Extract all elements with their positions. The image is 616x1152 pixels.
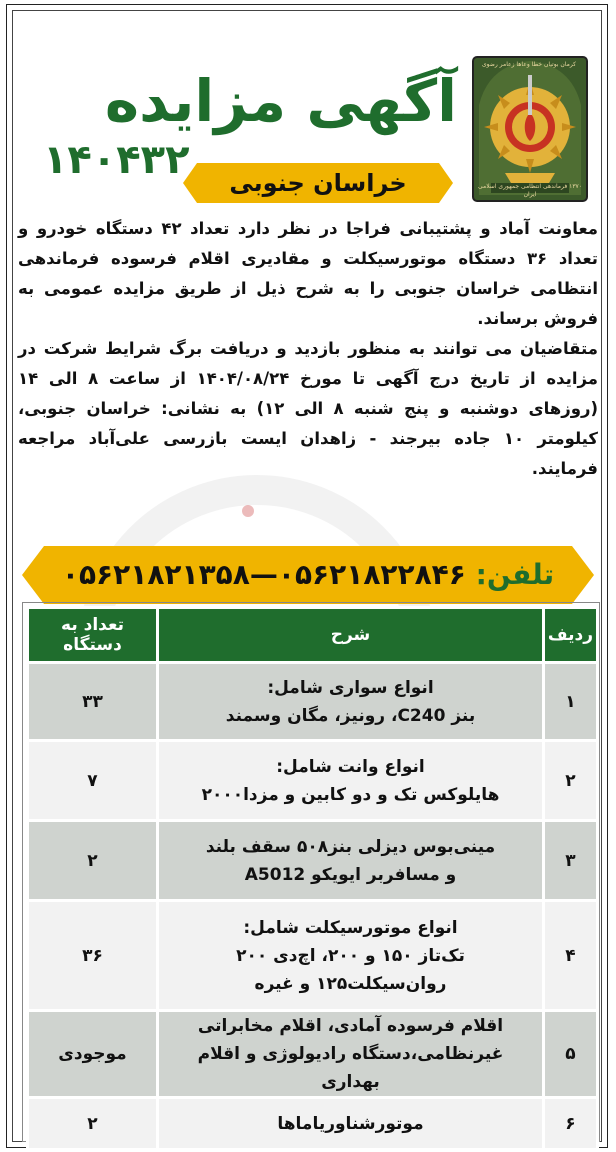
phone-numbers: ۰۵۶۲۱۸۲۲۸۴۶—۰۵۶۲۱۸۲۱۳۵۸	[61, 558, 466, 591]
region-label: خراسان جنوبی	[229, 169, 407, 197]
ad-number: ۱۴۰۴۳۲	[43, 137, 190, 183]
row-count: ۲	[28, 1098, 158, 1150]
row-number: ۶	[544, 1098, 598, 1150]
row-number: ۳	[544, 821, 598, 901]
body-paragraph-1: معاونت آماد و پشتیبانی فراجا در نظر دارد تعداد ۴۲ دستگاه خودرو و تعداد ۳۶ دستگاه موتورسیکلت و مقادیری اقلام فرسوده فرماندهی انتظامی خراسان جنوبی را به شرح ذیل از طریق مزایده عمومی به فروش برساند.	[18, 219, 598, 328]
table-row	[28, 821, 598, 901]
description-line: انواع سواری شامل:	[267, 677, 434, 698]
header-row-number: ردیف	[544, 608, 598, 663]
ad-title: آگهی مزایده	[104, 67, 457, 135]
row-description	[158, 901, 544, 1011]
header-count: تعداد به دستگاه	[28, 608, 158, 663]
table-row	[28, 741, 598, 821]
row-number: ۱	[544, 663, 598, 741]
table-row	[28, 1011, 598, 1098]
row-description	[158, 1011, 544, 1098]
ad-body	[18, 214, 598, 484]
description-line: هایلوکس تک و دو کابین و مزدا۲۰۰۰	[201, 784, 500, 805]
description-line: اقلام فرسوده آمادی، اقلام مخابراتی	[197, 1016, 504, 1036]
watermark-dot	[242, 505, 254, 517]
emblem-caption-bottom: ۱۳۷۰ فرماندهی انتظامی جمهوری اسلامی ایران	[478, 183, 582, 198]
row-description	[158, 741, 544, 821]
phone-line	[40, 546, 576, 604]
row-count: ۲	[28, 821, 158, 901]
description-line: موتورشناوریاماها	[277, 1113, 424, 1134]
description-line: غیرنظامی،دستگاه رادیولوژی و اقلام بهداری	[197, 1044, 504, 1092]
row-description	[158, 821, 544, 901]
row-count: ۷	[28, 741, 158, 821]
table-row	[28, 1098, 598, 1150]
row-count: ۳۳	[28, 663, 158, 741]
row-description	[158, 663, 544, 741]
description-line: بنز C240، رونیز، مگان وسمند	[225, 705, 476, 726]
body-paragraph-2: متقاضیان می توانند به منظور بازدید و دریافت برگ شرایط شرکت در مزایده از تاریخ درج آگهی تا مورخ ۱۴۰۴/۰۸/۲۴ از ساعت ۸ الی ۱۴ (روزهای دوشنبه و پنج شنبه ۸ الی ۱۲) به نشانی: خراسان جنوبی، کیلومتر ۱۰ جاده بیرجند - زاهدان ایست بازرسی علی‌آباد مراجعه فرمایند.	[18, 339, 599, 478]
description-line: و مسافربر ایویکو A5012	[244, 864, 457, 885]
table-row	[28, 663, 598, 741]
header-description: شرح	[158, 608, 544, 663]
table-row	[28, 901, 598, 1011]
phone-label: تلفن:	[475, 558, 555, 591]
description-line: انواع وانت شامل:	[276, 756, 425, 777]
row-count: ۳۶	[28, 901, 158, 1011]
police-emblem-icon	[471, 55, 589, 203]
description-line: مینی‌بوس دیزلی بنز۵۰۸ سقف بلند	[205, 836, 496, 857]
row-description	[158, 1098, 544, 1150]
row-number: ۵	[544, 1011, 598, 1098]
description-line: تک‌تاز ۱۵۰ و ۲۰۰، اچ‌دی ۲۰۰	[236, 945, 465, 966]
items-table	[26, 606, 599, 1151]
description-line: روان‌سیکلت۱۲۵ و غیره	[254, 973, 447, 994]
row-number: ۴	[544, 901, 598, 1011]
table-header-row	[28, 608, 598, 663]
row-count: موجودی	[28, 1011, 158, 1098]
emblem-caption-top: کرمان بوتیان خطا وعاها زعامر رضوی	[481, 61, 576, 68]
row-number: ۲	[544, 741, 598, 821]
description-line: انواع موتورسیکلت شامل:	[243, 917, 458, 938]
